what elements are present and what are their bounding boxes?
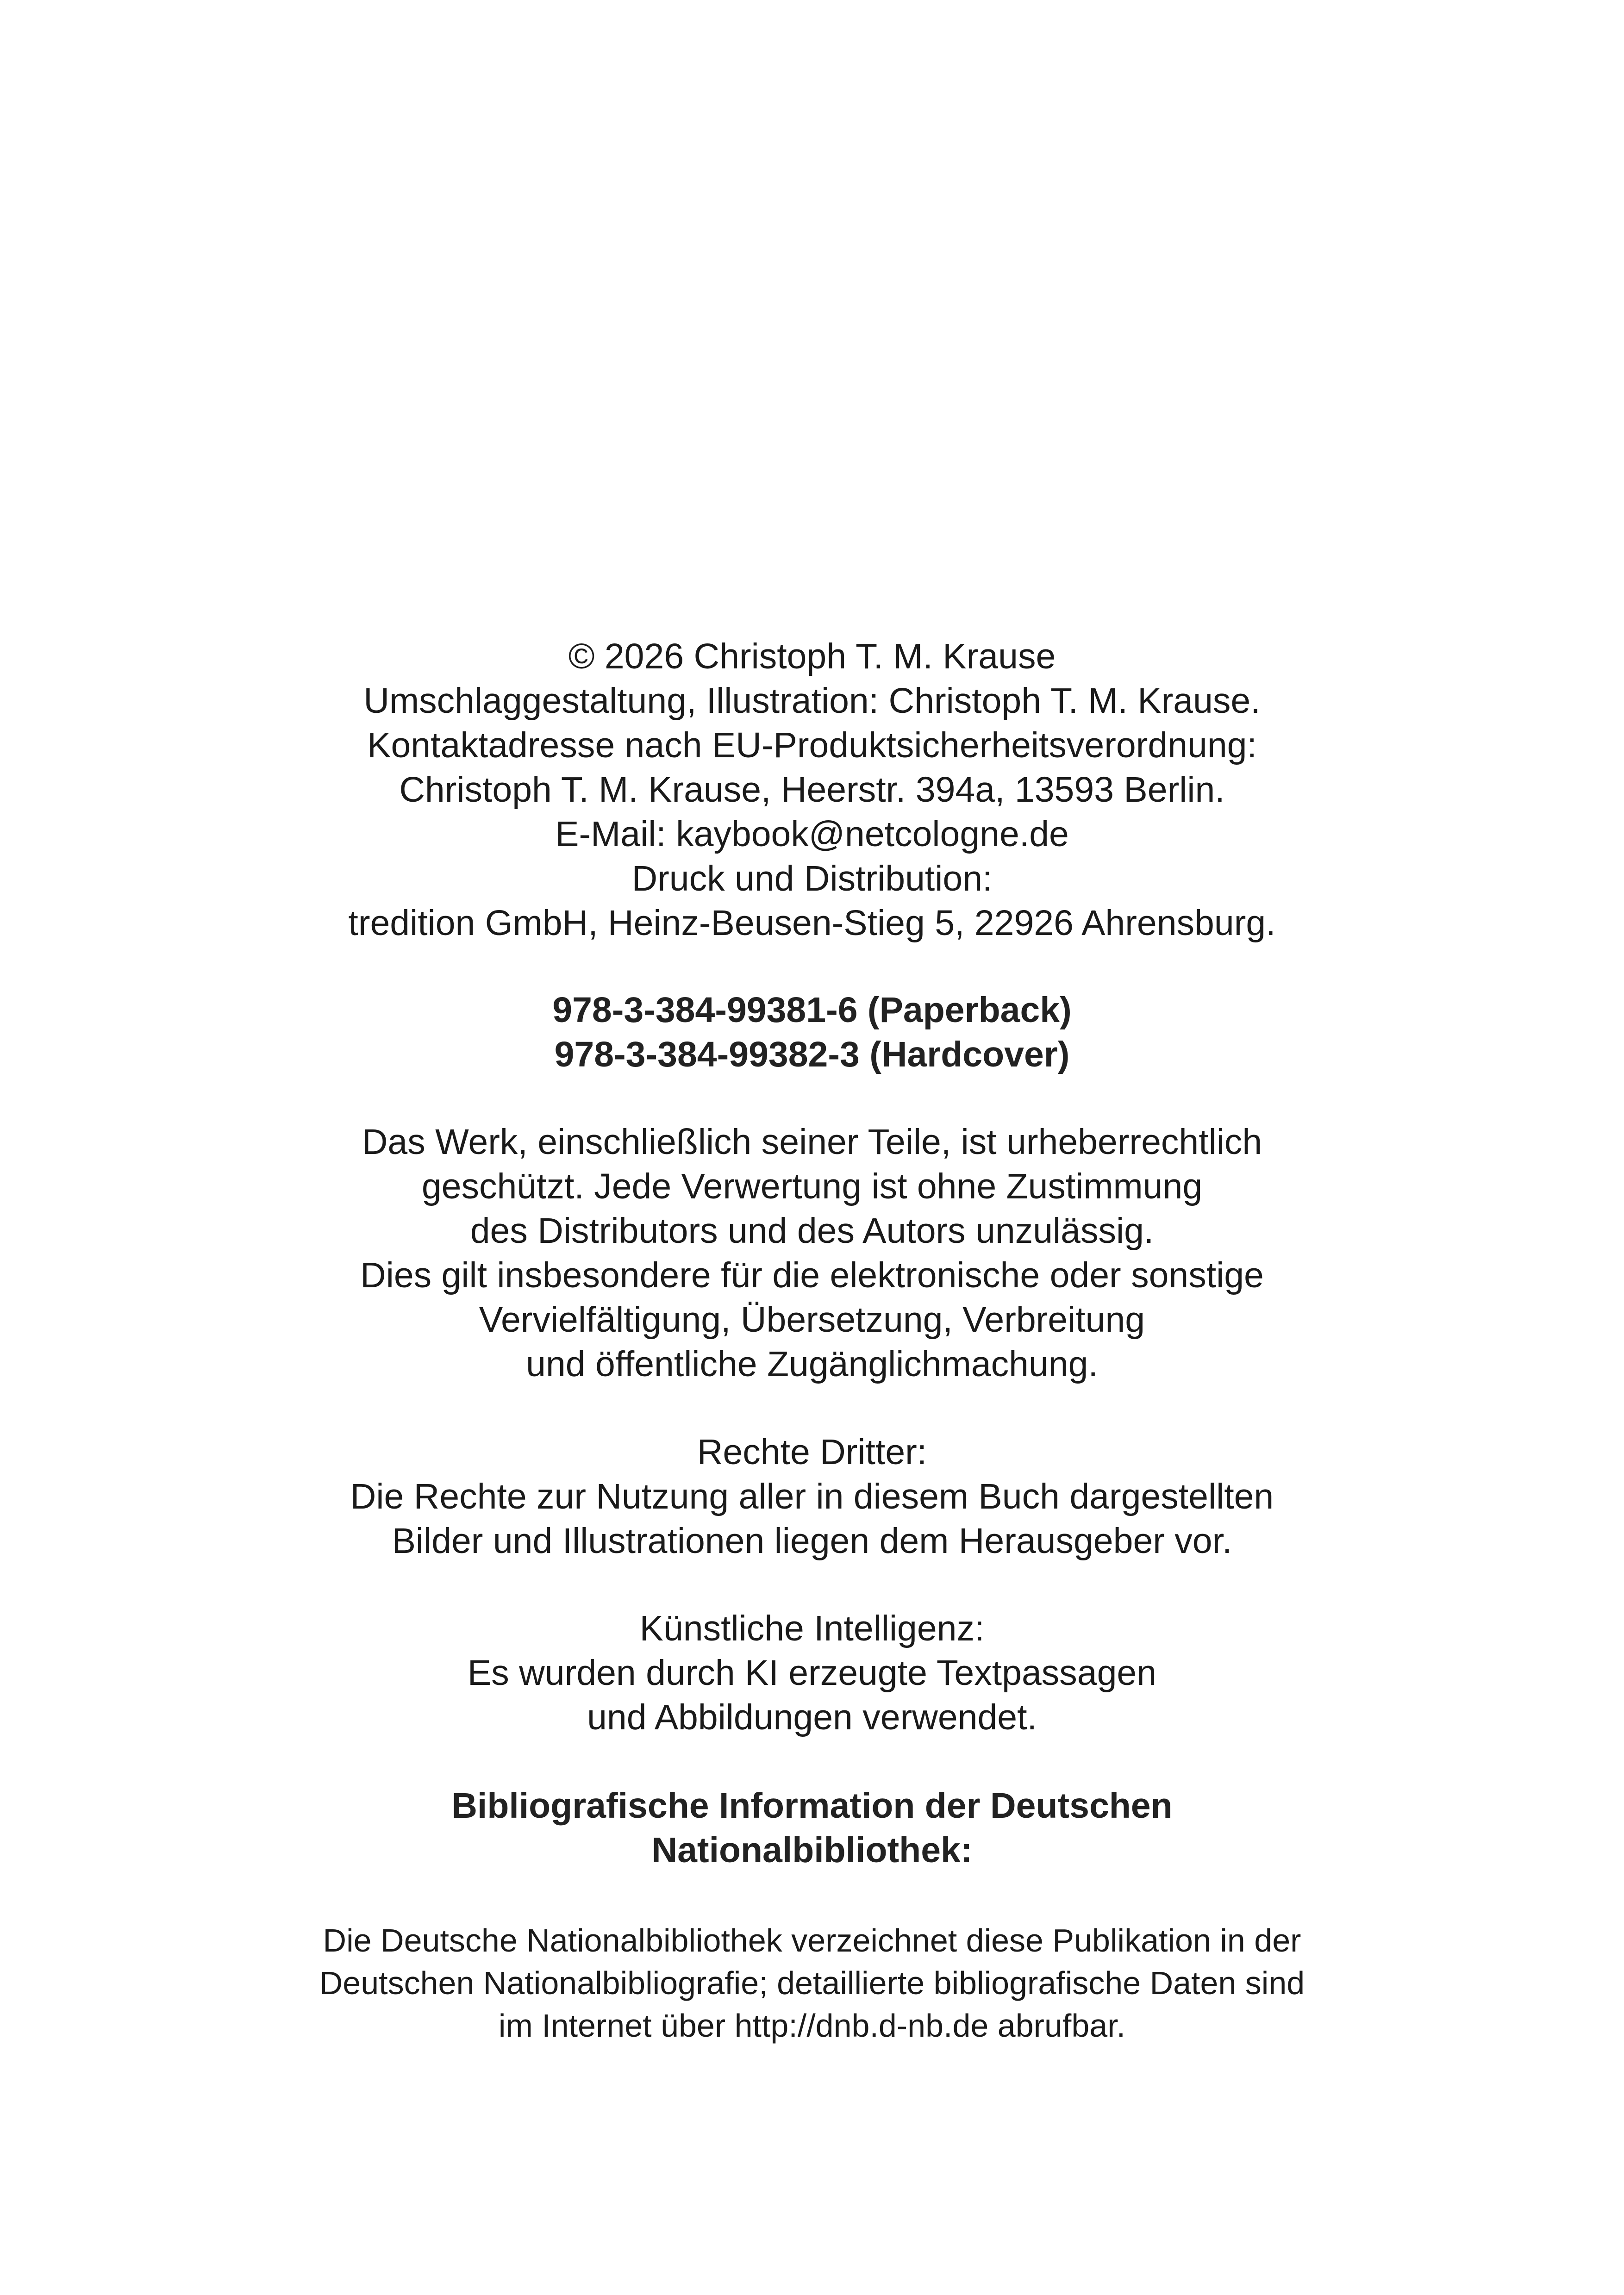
bibliographic-heading-block	[0, 1784, 1624, 1872]
bibliographic-heading-line: Bibliografische Information der Deutschen	[451, 1786, 1173, 1826]
copyright-line: © 2026 Christoph T. M. Krause	[568, 636, 1056, 676]
imprint-block	[0, 634, 1624, 945]
third-party-rights-line: Bilder und Illustrationen liegen dem Herausgeber vor.	[392, 1521, 1232, 1561]
copyright-notice-line: Das Werk, einschließlich seiner Teile, ist urheberrechtlich	[362, 1122, 1262, 1162]
cover-design-line: Umschlaggestaltung, Illustration: Christoph T. M. Krause.	[363, 681, 1261, 721]
copyright-notice-line: geschützt. Jede Verwertung ist ohne Zustimmung	[421, 1166, 1203, 1206]
copyright-notice-line: Dies gilt insbesondere für die elektronische oder sonstige	[360, 1255, 1264, 1295]
ai-notice-heading: Künstliche Intelligenz:	[639, 1609, 985, 1648]
isbn-paperback: 978-3-384-99381-6 (Paperback)	[552, 990, 1072, 1030]
copyright-notice-line: Vervielfältigung, Übersetzung, Verbreitung	[479, 1300, 1145, 1340]
bibliographic-url-line: im Internet über http://dnb.d-nb.de abrufbar.	[498, 2008, 1126, 2044]
distribution-heading-line: Druck und Distribution:	[631, 859, 993, 898]
ai-notice-line: Es wurden durch KI erzeugte Textpassagen	[467, 1653, 1157, 1693]
bibliographic-heading-line: Nationalbibliothek:	[651, 1830, 973, 1870]
ai-notice-line: und Abbildungen verwendet.	[587, 1697, 1037, 1737]
isbn-block	[0, 988, 1624, 1077]
copyright-notice-line: des Distributors und des Autors unzulässig.	[470, 1211, 1154, 1251]
email-line: E-Mail: kaybook@netcologne.de	[555, 814, 1069, 854]
bibliographic-text-line: Die Deutsche Nationalbibliothek verzeichnet diese Publikation in der	[323, 1922, 1301, 1958]
ai-notice-block	[0, 1606, 1624, 1740]
copyright-notice-line: und öffentliche Zugänglichmachung.	[526, 1344, 1098, 1384]
bibliographic-text-line: Deutschen Nationalbibliografie; detaillierte bibliografische Daten sind	[319, 1965, 1305, 2001]
distributor-address-line: tredition GmbH, Heinz-Beusen-Stieg 5, 22926 Ahrensburg.	[348, 903, 1276, 943]
third-party-rights-block	[0, 1430, 1624, 1563]
third-party-rights-line: Die Rechte zur Nutzung aller in diesem Buch dargestellten	[350, 1477, 1274, 1516]
copyright-notice-block	[0, 1120, 1624, 1386]
isbn-hardcover: 978-3-384-99382-3 (Hardcover)	[554, 1035, 1070, 1074]
bibliographic-text-block	[0, 1919, 1624, 2047]
contact-heading-line: Kontaktadresse nach EU-Produktsicherheitsverordnung:	[367, 725, 1257, 765]
third-party-rights-heading: Rechte Dritter:	[697, 1432, 927, 1472]
contact-address-line: Christoph T. M. Krause, Heerstr. 394a, 13593 Berlin.	[399, 770, 1225, 810]
